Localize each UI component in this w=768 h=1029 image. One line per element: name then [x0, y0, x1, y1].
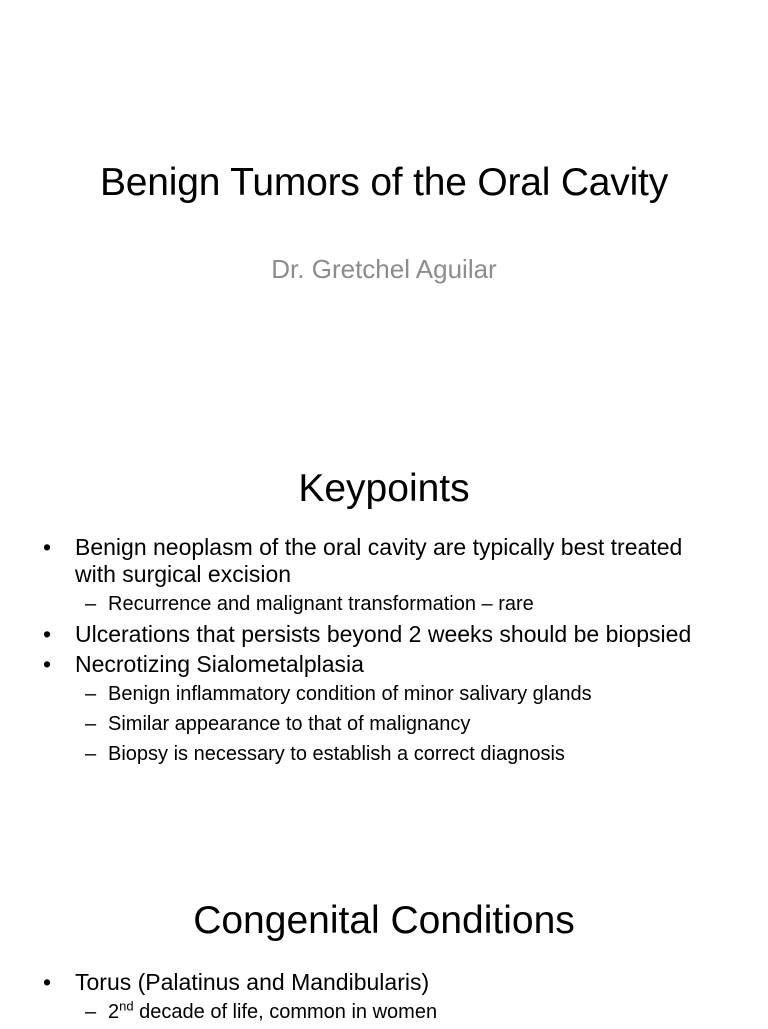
dash-icon: – — [85, 1001, 97, 1023]
bullet-text: Torus (Palatinus and Mandibularis) — [75, 969, 430, 995]
presentation-title: Benign Tumors of the Oral Cavity — [99, 161, 668, 204]
bullet-icon: • — [43, 651, 52, 677]
list-item — [0, 621, 768, 648]
bullet-text: Necrotizing Sialometalplasia — [75, 651, 364, 677]
congenital-slide — [0, 844, 768, 1024]
sub-bullet-text: Biopsy is necessary to establish a correct diagnosis — [108, 743, 565, 765]
bullet-text: Ulcerations that persists beyond 2 weeks should be biopsied — [75, 621, 692, 647]
sub-list-item — [0, 999, 768, 1026]
dash-icon: – — [85, 743, 97, 765]
dash-icon: – — [85, 683, 97, 705]
ordinal-number: 2 — [108, 1001, 120, 1023]
sub-bullet-text: Similar appearance to that of malignancy — [108, 713, 471, 735]
sub-list-item — [0, 591, 768, 618]
sub-list-item — [0, 681, 768, 708]
bullet-icon: • — [43, 621, 52, 647]
list-item — [0, 969, 768, 996]
bullet-list — [0, 534, 768, 771]
sub-bullet-text: Benign inflammatory condition of minor salivary glands — [108, 683, 592, 705]
title-slide — [0, 0, 768, 384]
list-item — [0, 534, 768, 588]
slide-heading: Keypoints — [298, 467, 470, 510]
sub-list-item — [0, 711, 768, 738]
sub-bullet-text: Recurrence and malignant transformation – rare — [108, 593, 534, 615]
author-name: Dr. Gretchel Aguilar — [271, 254, 497, 284]
slide-heading: Congenital Conditions — [193, 899, 575, 942]
bullet-icon: • — [43, 969, 52, 995]
ordinal-suffix: nd — [119, 998, 134, 1014]
dash-icon: – — [85, 713, 97, 735]
dash-icon: – — [85, 593, 97, 615]
bullet-list — [0, 969, 768, 1029]
sub-bullet-text — [108, 998, 438, 1023]
sub-list-item — [0, 741, 768, 768]
keypoints-slide — [0, 384, 768, 844]
sub-bullet-rest: decade of life, common in women — [133, 1001, 438, 1023]
bullet-icon: • — [43, 534, 52, 560]
bullet-text: Benign neoplasm of the oral cavity are typically best treated with surgical excision — [75, 534, 683, 587]
list-item — [0, 651, 768, 678]
